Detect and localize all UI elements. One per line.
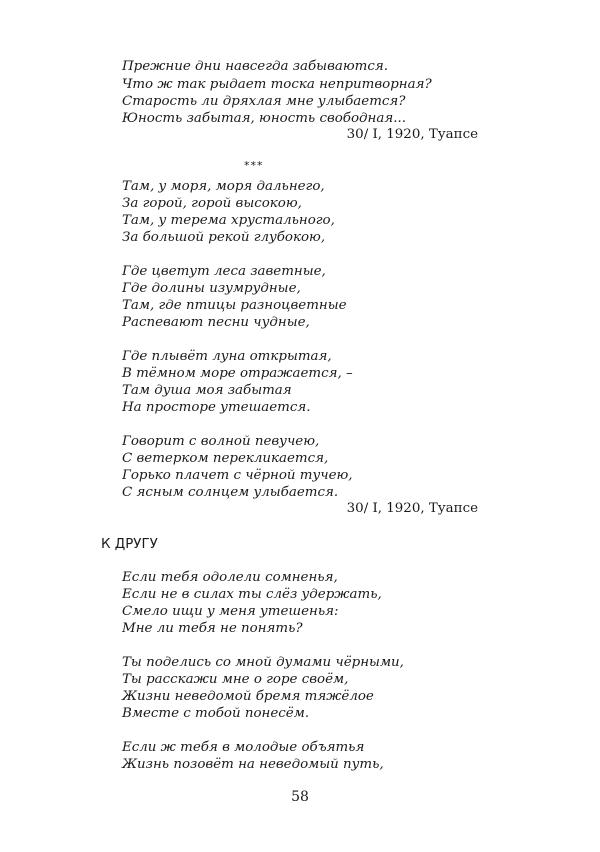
poem-line: Мне ли тебя не понять? xyxy=(122,621,303,636)
poem-line: Говорит с волной певучею, xyxy=(122,434,320,449)
poem-line: Там, у моря, моря дальнего, xyxy=(122,179,325,194)
poem-line: Юность забытая, юность свободная... xyxy=(122,111,406,126)
poem-line: Что ж так рыдает тоска непритворная? xyxy=(122,77,432,92)
poem-title: К ДРУГУ xyxy=(101,537,158,552)
poem-line: Прежние дни навсегда забываются. xyxy=(122,59,388,74)
poem-line: С ветерком перекликается, xyxy=(122,451,329,466)
poem-line: Вместе с тобой понесём. xyxy=(122,706,310,721)
poem-date: 30/ I, 1920, Туапсе xyxy=(346,501,478,516)
poem-line: Ты поделись со мной думами чёрными, xyxy=(122,655,404,670)
poem-line: Там, у терема хрустального, xyxy=(122,213,335,228)
section-marker: *** xyxy=(244,159,264,172)
page-number: 58 xyxy=(291,789,309,805)
poem-line: Где плывёт луна открытая, xyxy=(122,349,332,364)
poem-line: Там, где птицы разноцветные xyxy=(122,298,347,313)
poem-line: Там душа моя забытая xyxy=(122,383,292,398)
poem-line: Если ж тебя в молодые объятья xyxy=(122,740,365,755)
poem-line: На просторе утешается. xyxy=(122,400,311,415)
poem-line: Смело ищи у меня утешенья: xyxy=(122,604,339,619)
poem-line: Жизни неведомой бремя тяжёлое xyxy=(122,689,374,704)
poem-date: 30/ I, 1920, Туапсе xyxy=(346,127,478,142)
poem-line: За большой рекой глубокою, xyxy=(122,230,326,245)
poem-line: Горько плачет с чёрной тучею, xyxy=(122,468,353,483)
poem-line: Жизнь позовёт на неведомый путь, xyxy=(122,757,384,772)
poem-line: Старость ли дряхлая мне улыбается? xyxy=(122,94,406,109)
poem-line: Распевают песни чудные, xyxy=(122,315,310,330)
poem-line: Если тебя одолели сомненья, xyxy=(122,570,338,585)
poem-line: Где долины изумрудные, xyxy=(122,281,301,296)
poem-line: Если не в силах ты слёз удержать, xyxy=(122,587,382,602)
poem-line: Ты расскажи мне о горе своём, xyxy=(122,672,349,687)
poem-line: С ясным солнцем улыбается. xyxy=(122,485,339,500)
poem-line: Где цветут леса заветные, xyxy=(122,264,326,279)
poem-line: За горой, горой высокою, xyxy=(122,196,302,211)
poem-line: В тёмном море отражается, – xyxy=(122,366,353,381)
